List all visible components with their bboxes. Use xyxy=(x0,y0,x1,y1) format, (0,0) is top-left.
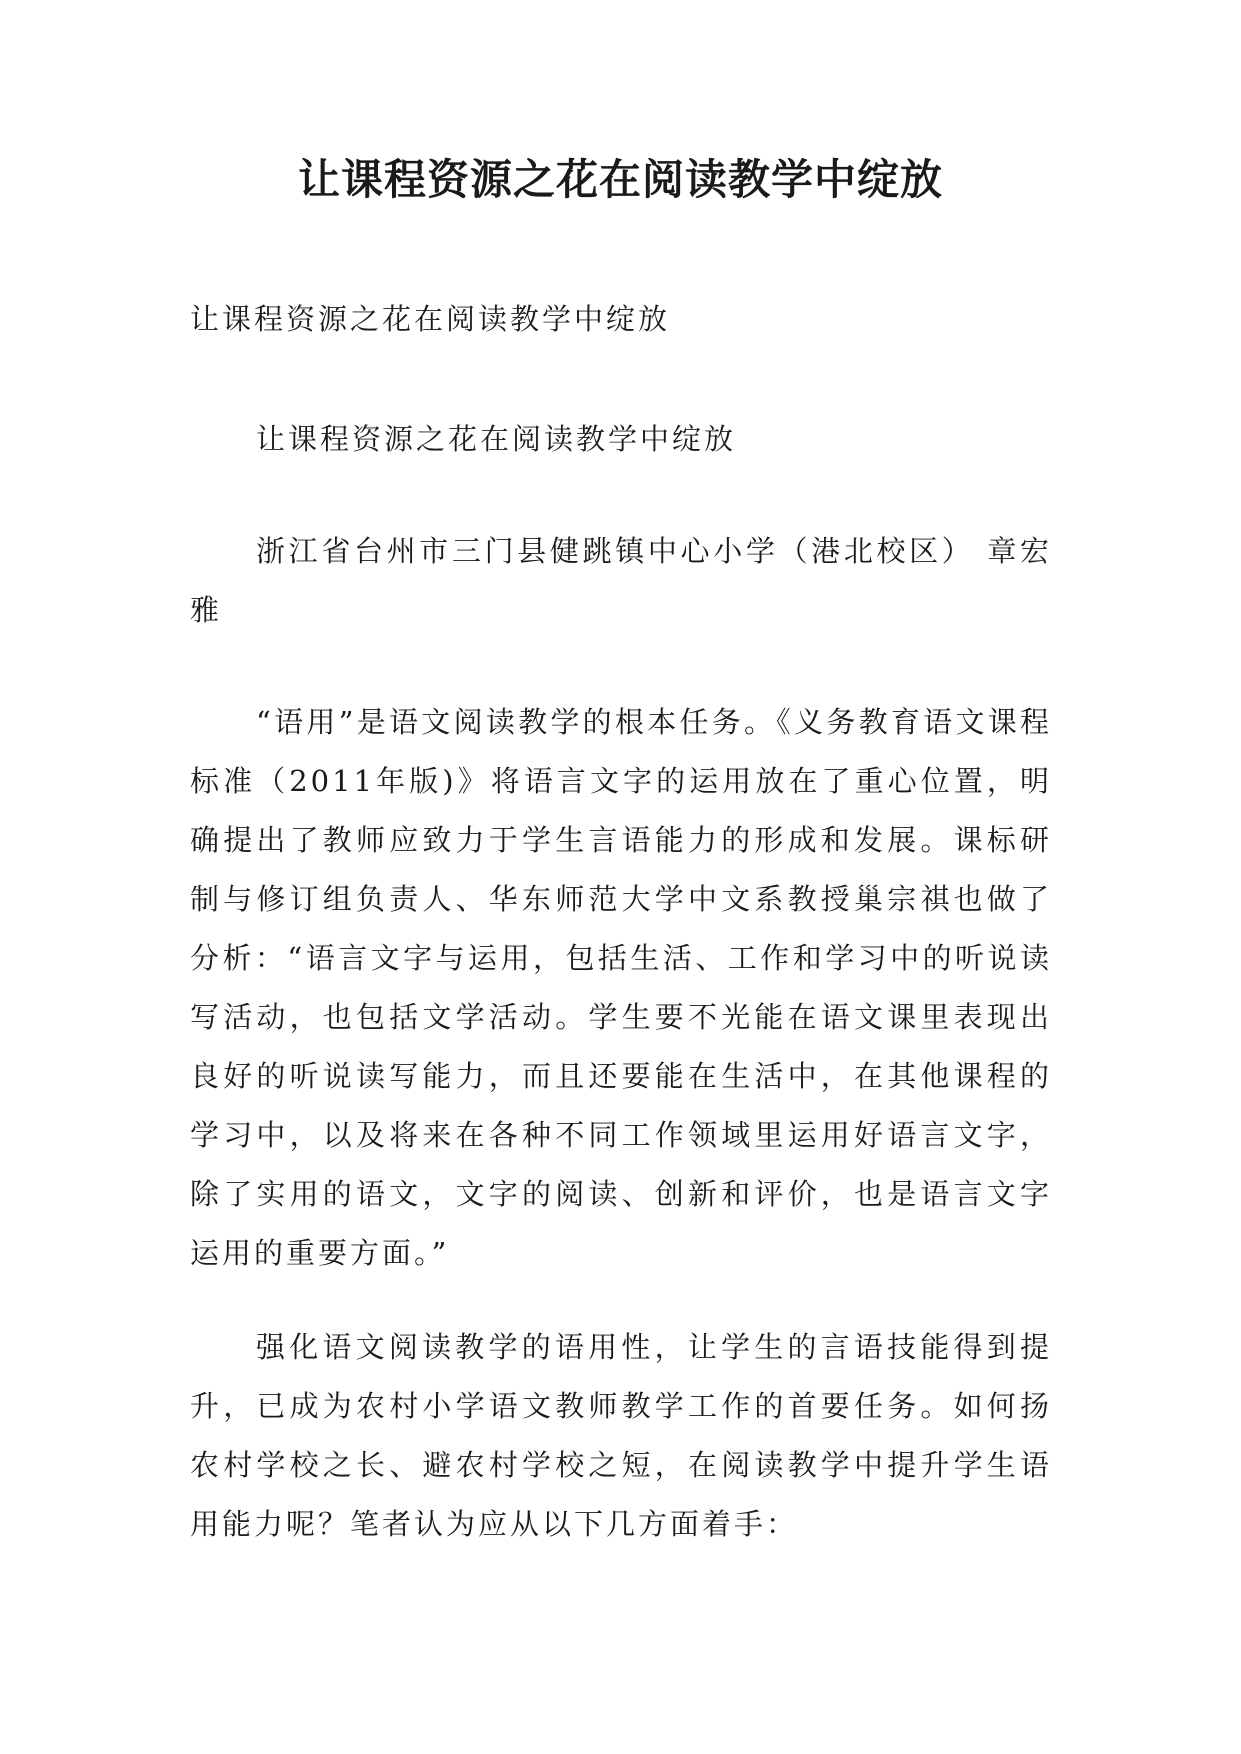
author-line: 浙江省台州市三门县健跳镇中心小学（港北校区） 章宏雅 xyxy=(190,534,1052,627)
subtitle-line: 让课程资源之花在阅读教学中绽放 xyxy=(190,302,671,336)
body-paragraph: 强化语文阅读教学的语用性，让学生的言语技能得到提升，已成为农村小学语文教师教学工作的首要任务。如何扬农村学校之长、避农村学校之短，在阅读教学中提升学生语用能力呢？笔者认为应从以下几方面着手： xyxy=(190,1330,1052,1541)
body-paragraph: “语用”是语文阅读教学的根本任务。《义务教育语文课程标准（2011年版)》将语言文字的运用放在了重心位置，明确提出了教师应致力于学生言语能力的形成和发展。课标研制与修订组负责人、华东师范大学中文系教授巢宗祺也做了分析：“语言文字与运用，包括生活、工作和学习中的听说读写活动，也包括文学活动。学生要不光能在语文课里表现出良好的听说读写能力，而且还要能在生活中，在其他课程的学习中，以及将来在各种不同工作领域里运用好语言文字，除了实用的语文，文字的阅读、创新和评价，也是语言文字运用的重要方面。” xyxy=(190,705,1052,1270)
document-title: 让课程资源之花在阅读教学中绽放 xyxy=(297,155,943,204)
article-heading: 让课程资源之花在阅读教学中绽放 xyxy=(256,422,737,456)
